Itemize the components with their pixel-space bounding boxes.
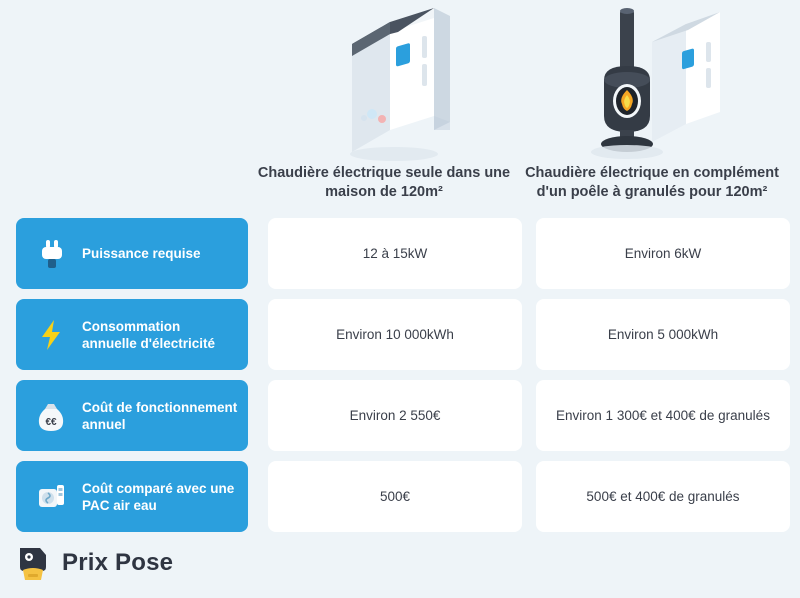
table-row (0, 380, 800, 451)
row-label-cell (16, 218, 248, 289)
plug-icon (28, 231, 74, 277)
table-row (0, 461, 800, 532)
lightning-bolt-icon (28, 312, 74, 358)
row-value-col2: Environ 5 000kWh (536, 299, 790, 370)
row-label-text: Coût de fonctionnement annuel (82, 399, 238, 432)
brand-name: Prix Pose (62, 549, 174, 576)
row-value-col2: Environ 1 300€ et 400€ de granulés (536, 380, 790, 451)
row-value-col1: Environ 2 550€ (268, 380, 522, 451)
row-value-col2: Environ 6kW (536, 218, 790, 289)
column-header-2: Chaudière électrique en complément d'un poêle à granulés pour 120m² (525, 165, 779, 200)
row-value-col2: 500€ et 400€ de granulés (536, 461, 790, 532)
row-label-cell (16, 299, 248, 370)
column-header-1: Chaudière électrique seule dans une maison de 120m² (257, 165, 511, 200)
table-row (0, 299, 800, 370)
footer-brand (16, 544, 173, 582)
row-value-col1: 12 à 15kW (268, 218, 522, 289)
heat-pump-icon (28, 474, 74, 520)
illustration-band (0, 0, 800, 160)
money-bag-euro-icon (28, 393, 74, 439)
row-label-cell (16, 380, 248, 451)
row-label-cell (16, 461, 248, 532)
column-headers (0, 164, 800, 214)
comparison-table (0, 218, 800, 542)
table-row (0, 218, 800, 289)
row-label-text: Coût comparé avec une PAC air eau (82, 480, 235, 513)
electric-boiler-illustration (322, 2, 472, 167)
prix-pose-logo-icon (16, 544, 50, 582)
row-label-text: Puissance requise (82, 246, 201, 261)
row-value-col1: Environ 10 000kWh (268, 299, 522, 370)
row-label-text: Consommation annuelle d'électricité (82, 318, 216, 351)
row-value-col1: 500€ (268, 461, 522, 532)
svg-text:€€: €€ (45, 416, 57, 428)
pellet-stove-illustration (590, 2, 750, 167)
